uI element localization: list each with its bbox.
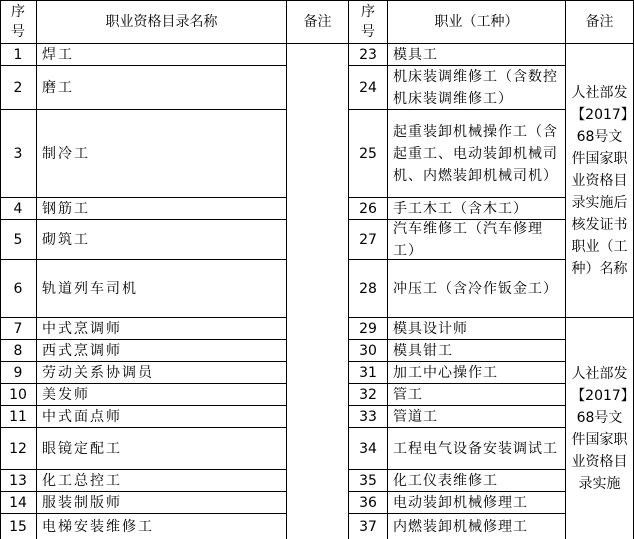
right-row-name-cell <box>388 406 566 428</box>
right-row-name-text: 化工仪表维修工 <box>393 472 498 489</box>
right-row-name-text: 模具钳工 <box>393 342 453 359</box>
right-row-name-cell <box>388 514 566 539</box>
left-row-name-text: 眼镜定配工 <box>42 440 122 457</box>
right-row-name-cell <box>388 384 566 406</box>
left-row-seq-cell: 10 <box>0 384 37 406</box>
right-row-seq-cell: 27 <box>349 220 388 260</box>
left-row-name-cell <box>37 220 287 260</box>
right-row-name-cell <box>388 198 566 220</box>
right-row-name-cell <box>388 110 566 198</box>
right-row-seq-cell: 30 <box>349 340 388 362</box>
left-row-name-text: 劳动关系协调员 <box>42 364 154 381</box>
left-row-name-cell <box>37 66 287 110</box>
left-row-name-text: 钢筋工 <box>42 200 90 217</box>
right-row-seq-cell: 35 <box>349 470 388 492</box>
left-row-seq-cell: 15 <box>0 514 37 539</box>
left-row-name-text: 制冷工 <box>42 145 90 162</box>
right-row-name-cell <box>388 362 566 384</box>
left-row-name-cell <box>37 340 287 362</box>
left-row-seq-cell: 12 <box>0 428 37 470</box>
note-cell-2: 人社部发【2017】68号文件国家职业资格目录实施 <box>566 318 634 539</box>
left-row-seq-cell: 1 <box>0 44 37 66</box>
right-row-seq-cell: 23 <box>349 44 388 66</box>
right-row-name-cell <box>388 220 566 260</box>
right-row-name-text: 内燃装卸机械修理工 <box>393 518 528 535</box>
left-row-name-cell <box>37 110 287 198</box>
right-row-seq-cell: 25 <box>349 110 388 198</box>
right-row-name-cell <box>388 260 566 318</box>
right-row-name-cell <box>388 44 566 66</box>
left-row-name-cell <box>37 260 287 318</box>
header-seq-right: 序号 <box>349 0 388 44</box>
right-row-name-text: 汽车维修工（汽车修理工） <box>393 220 543 259</box>
left-row-name-text: 电梯安装维修工 <box>42 518 154 535</box>
right-row-name-text: 手工木工（含木工） <box>393 200 528 217</box>
right-row-seq-cell: 24 <box>349 66 388 110</box>
left-row-name-text: 轨道列车司机 <box>42 280 138 297</box>
right-row-seq-cell: 29 <box>349 318 388 340</box>
left-row-name-text: 服装制版师 <box>42 494 122 511</box>
right-row-seq-cell: 28 <box>349 260 388 318</box>
right-row-name-cell <box>388 428 566 470</box>
header-seq-left: 序号 <box>0 0 37 44</box>
left-row-seq-cell: 13 <box>0 470 37 492</box>
header-occupation: 职业（工种） <box>388 0 566 44</box>
right-row-name-text: 管工 <box>393 386 423 403</box>
left-row-name-text: 磨工 <box>42 79 74 96</box>
left-row-seq-cell: 8 <box>0 340 37 362</box>
left-row-name-cell <box>37 428 287 470</box>
right-row-name-text: 机床装调维修工（含数控机床装调维修工） <box>393 68 558 107</box>
left-row-name-text: 中式面点师 <box>42 408 122 425</box>
left-row-seq-cell: 6 <box>0 260 37 318</box>
right-row-seq-cell: 34 <box>349 428 388 470</box>
right-row-seq-cell: 33 <box>349 406 388 428</box>
left-row-name-cell <box>37 492 287 514</box>
right-row-seq-cell: 36 <box>349 492 388 514</box>
left-row-seq-cell: 9 <box>0 362 37 384</box>
right-row-name-cell <box>388 66 566 110</box>
left-row-name-cell <box>37 198 287 220</box>
right-row-seq-cell: 37 <box>349 514 388 539</box>
right-row-name-text: 模具工 <box>393 46 438 63</box>
right-row-name-text: 电动装卸机械修理工 <box>393 494 528 511</box>
left-row-seq-cell: 2 <box>0 66 37 110</box>
right-row-name-text: 管道工 <box>393 408 438 425</box>
left-row-name-text: 西式烹调师 <box>42 342 122 359</box>
right-row-name-text: 加工中心操作工 <box>393 364 498 381</box>
right-row-name-cell <box>388 340 566 362</box>
left-row-name-text: 砌筑工 <box>42 231 90 248</box>
header-name: 职业资格目录名称 <box>37 0 287 44</box>
left-row-name-cell <box>37 384 287 406</box>
right-row-name-text: 模具设计师 <box>393 320 468 337</box>
left-row-name-cell <box>37 470 287 492</box>
right-row-name-text: 起重装卸机械操作工（含起重工、电动装卸机械司机、内燃装卸机械司机） <box>393 123 558 184</box>
left-note-cell <box>287 44 349 539</box>
left-row-name-cell <box>37 406 287 428</box>
left-row-seq-cell: 5 <box>0 220 37 260</box>
header-note-right: 备注 <box>566 0 634 44</box>
left-row-seq-cell: 14 <box>0 492 37 514</box>
right-row-name-text: 冲压工（含冷作钣金工） <box>393 280 558 297</box>
left-row-name-text: 美发师 <box>42 386 90 403</box>
left-row-seq-cell: 7 <box>0 318 37 340</box>
left-row-name-cell <box>37 362 287 384</box>
right-row-name-cell <box>388 318 566 340</box>
right-row-seq-cell: 31 <box>349 362 388 384</box>
left-row-seq-cell: 4 <box>0 198 37 220</box>
left-row-name-text: 焊工 <box>42 46 74 63</box>
left-row-name-text: 中式烹调师 <box>42 320 122 337</box>
right-row-name-cell <box>388 492 566 514</box>
right-row-seq-cell: 26 <box>349 198 388 220</box>
right-row-seq-cell: 32 <box>349 384 388 406</box>
left-row-name-cell <box>37 44 287 66</box>
right-row-name-cell <box>388 470 566 492</box>
left-row-name-cell <box>37 318 287 340</box>
header-note-left: 备注 <box>287 0 349 44</box>
left-row-seq-cell: 3 <box>0 110 37 198</box>
left-row-name-text: 化工总控工 <box>42 472 122 489</box>
right-row-name-text: 工程电气设备安装调试工 <box>393 440 558 457</box>
left-row-name-cell <box>37 514 287 539</box>
left-row-seq-cell: 11 <box>0 406 37 428</box>
note-cell-1: 人社部发【2017】68号文件国家职业资格目录实施后核发证书职业（工种）名称 <box>566 44 634 318</box>
